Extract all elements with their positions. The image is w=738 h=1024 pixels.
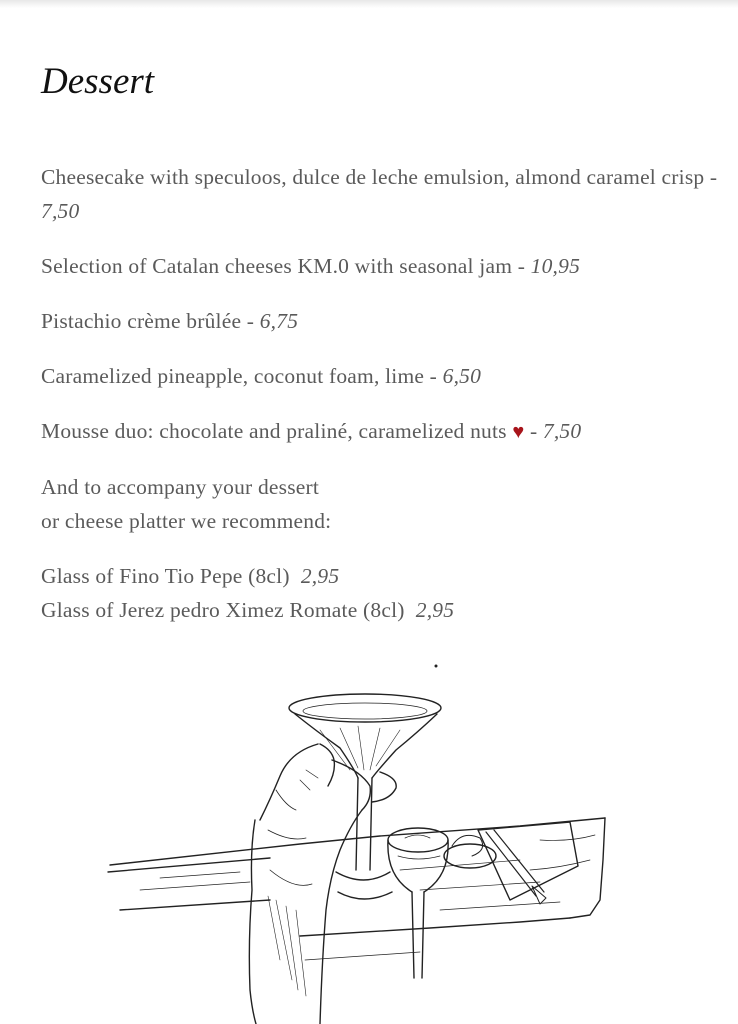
recommendation-text [41, 470, 721, 538]
drink-name: Glass of Jerez pedro Ximez Romate (8cl) [41, 598, 405, 622]
item-name: Selection of Catalan cheeses KM.0 with seasonal jam [41, 254, 513, 278]
dessert-menu [41, 160, 721, 627]
item-price: 6,75 [259, 309, 299, 333]
drink-item [41, 593, 721, 627]
drink-item [41, 559, 721, 593]
cocktail-sketch-illustration [100, 660, 620, 1024]
item-name: Cheesecake with speculoos, dulce de leche emulsion, almond caramel crisp [41, 165, 705, 189]
price-separator: - [704, 165, 718, 189]
item-name: Caramelized pineapple, coconut foam, lime [41, 364, 425, 388]
item-price: 10,95 [530, 254, 581, 278]
menu-item [41, 160, 721, 228]
drink-price: 2,95 [300, 564, 340, 588]
drink-price: 2,95 [415, 598, 455, 622]
price-separator: - [512, 254, 531, 278]
page-title: Dessert [41, 61, 155, 102]
item-name: Pistachio crème brûlée [41, 309, 242, 333]
item-name: Mousse duo: chocolate and praliné, caramelized nuts [41, 419, 507, 443]
item-price: 6,50 [442, 364, 482, 388]
ink-speck [435, 665, 437, 667]
price-separator: - [524, 419, 543, 443]
price-separator: - [424, 364, 443, 388]
recommend-line-1: And to accompany your dessert [41, 475, 320, 499]
price-separator: - [241, 309, 260, 333]
recommend-line-2: or cheese platter we recommend: [41, 509, 332, 533]
top-shadow-bar [0, 0, 738, 8]
menu-item [41, 414, 721, 449]
wine-glass [388, 828, 448, 978]
plate-and-cutlery [444, 822, 578, 904]
hand-holding-glass [249, 744, 396, 1024]
menu-item [41, 249, 721, 283]
menu-item [41, 359, 721, 393]
menu-item [41, 304, 721, 338]
heart-icon: ♥ [512, 421, 525, 443]
item-price: 7,50 [542, 419, 582, 443]
drink-name: Glass of Fino Tio Pepe (8cl) [41, 564, 290, 588]
item-price: 7,50 [41, 199, 80, 223]
